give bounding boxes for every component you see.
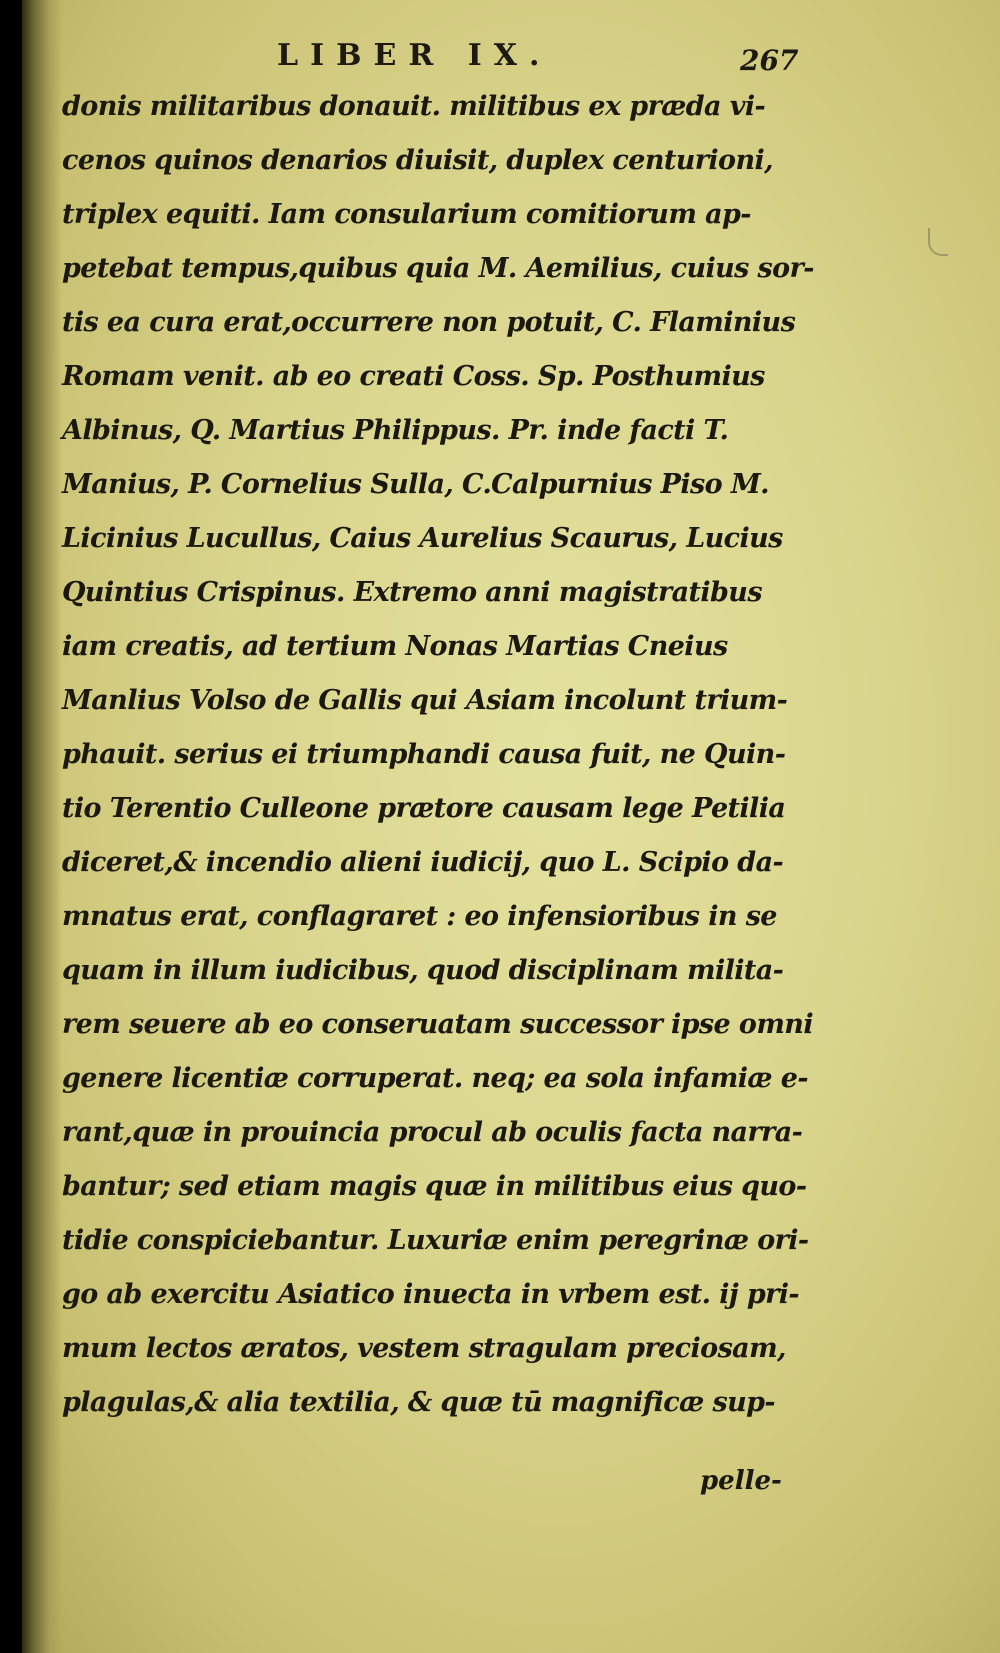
text-line: Albinus, Q. Martius Philippus. Pr. inde facti T. bbox=[62, 415, 729, 446]
text-line: bantur; sed etiam magis quæ in militibus eius quo- bbox=[62, 1171, 807, 1202]
page-header bbox=[22, 30, 1000, 80]
text-line: rem seuere ab eo conseruatam successor ipse omni bbox=[62, 1009, 813, 1040]
text-line: tio Terentio Culleone prætore causam lege Petilia bbox=[62, 793, 786, 824]
page-number: 267 bbox=[740, 44, 799, 77]
text-line: Romam venit. ab eo creati Coss. Sp. Posthumius bbox=[62, 361, 765, 392]
text-line: iam creatis, ad tertium Nonas Martias Cneius bbox=[62, 631, 728, 662]
body-text bbox=[62, 80, 822, 1430]
text-line: cenos quinos denarios diuisit, duplex centurioni, bbox=[62, 145, 773, 176]
running-head: LIBER IX. bbox=[277, 38, 552, 73]
text-line: genere licentiæ corruperat. neq; ea sola infamiæ e- bbox=[62, 1063, 808, 1094]
text-line: donis militaribus donauit. militibus ex præda vi- bbox=[62, 91, 766, 122]
text-line: plagulas,& alia textilia, & quæ tū magnificæ sup- bbox=[62, 1387, 776, 1418]
text-line: quam in illum iudicibus, quod disciplinam milita- bbox=[62, 955, 784, 986]
margin-mark bbox=[928, 228, 948, 256]
text-line: Manlius Volso de Gallis qui Asiam incolunt trium- bbox=[62, 685, 788, 716]
text-line: tis ea cura erat,occurrere non potuit, C. Flaminius bbox=[62, 307, 796, 338]
catchword: pelle- bbox=[700, 1466, 782, 1496]
text-line: mnatus erat, conflagraret : eo infensioribus in se bbox=[62, 901, 777, 932]
text-line: petebat tempus,quibus quia M. Aemilius, cuius sor- bbox=[62, 253, 814, 284]
text-line: Manius, P. Cornelius Sulla, C.Calpurnius Piso M. bbox=[62, 469, 769, 500]
text-line: triplex equiti. Iam consularium comitiorum ap- bbox=[62, 199, 751, 230]
text-line: diceret,& incendio alieni iudicij, quo L. Scipio da- bbox=[62, 847, 784, 878]
text-line: mum lectos æratos, vestem stragulam preciosam, bbox=[62, 1333, 786, 1364]
text-line: phauit. serius ei triumphandi causa fuit, ne Quin- bbox=[62, 739, 786, 770]
text-line: Licinius Lucullus, Caius Aurelius Scaurus, Lucius bbox=[62, 523, 783, 554]
text-line: go ab exercitu Asiatico inuecta in vrbem est. ij pri- bbox=[62, 1279, 799, 1310]
text-line: Quintius Crispinus. Extremo anni magistratibus bbox=[62, 577, 762, 608]
text-line: rant,quæ in prouincia procul ab oculis facta narra- bbox=[62, 1117, 803, 1148]
book-page bbox=[22, 0, 1000, 1653]
page-gutter bbox=[22, 0, 62, 1653]
text-line: tidie conspiciebantur. Luxuriæ enim peregrinæ ori- bbox=[62, 1225, 809, 1256]
